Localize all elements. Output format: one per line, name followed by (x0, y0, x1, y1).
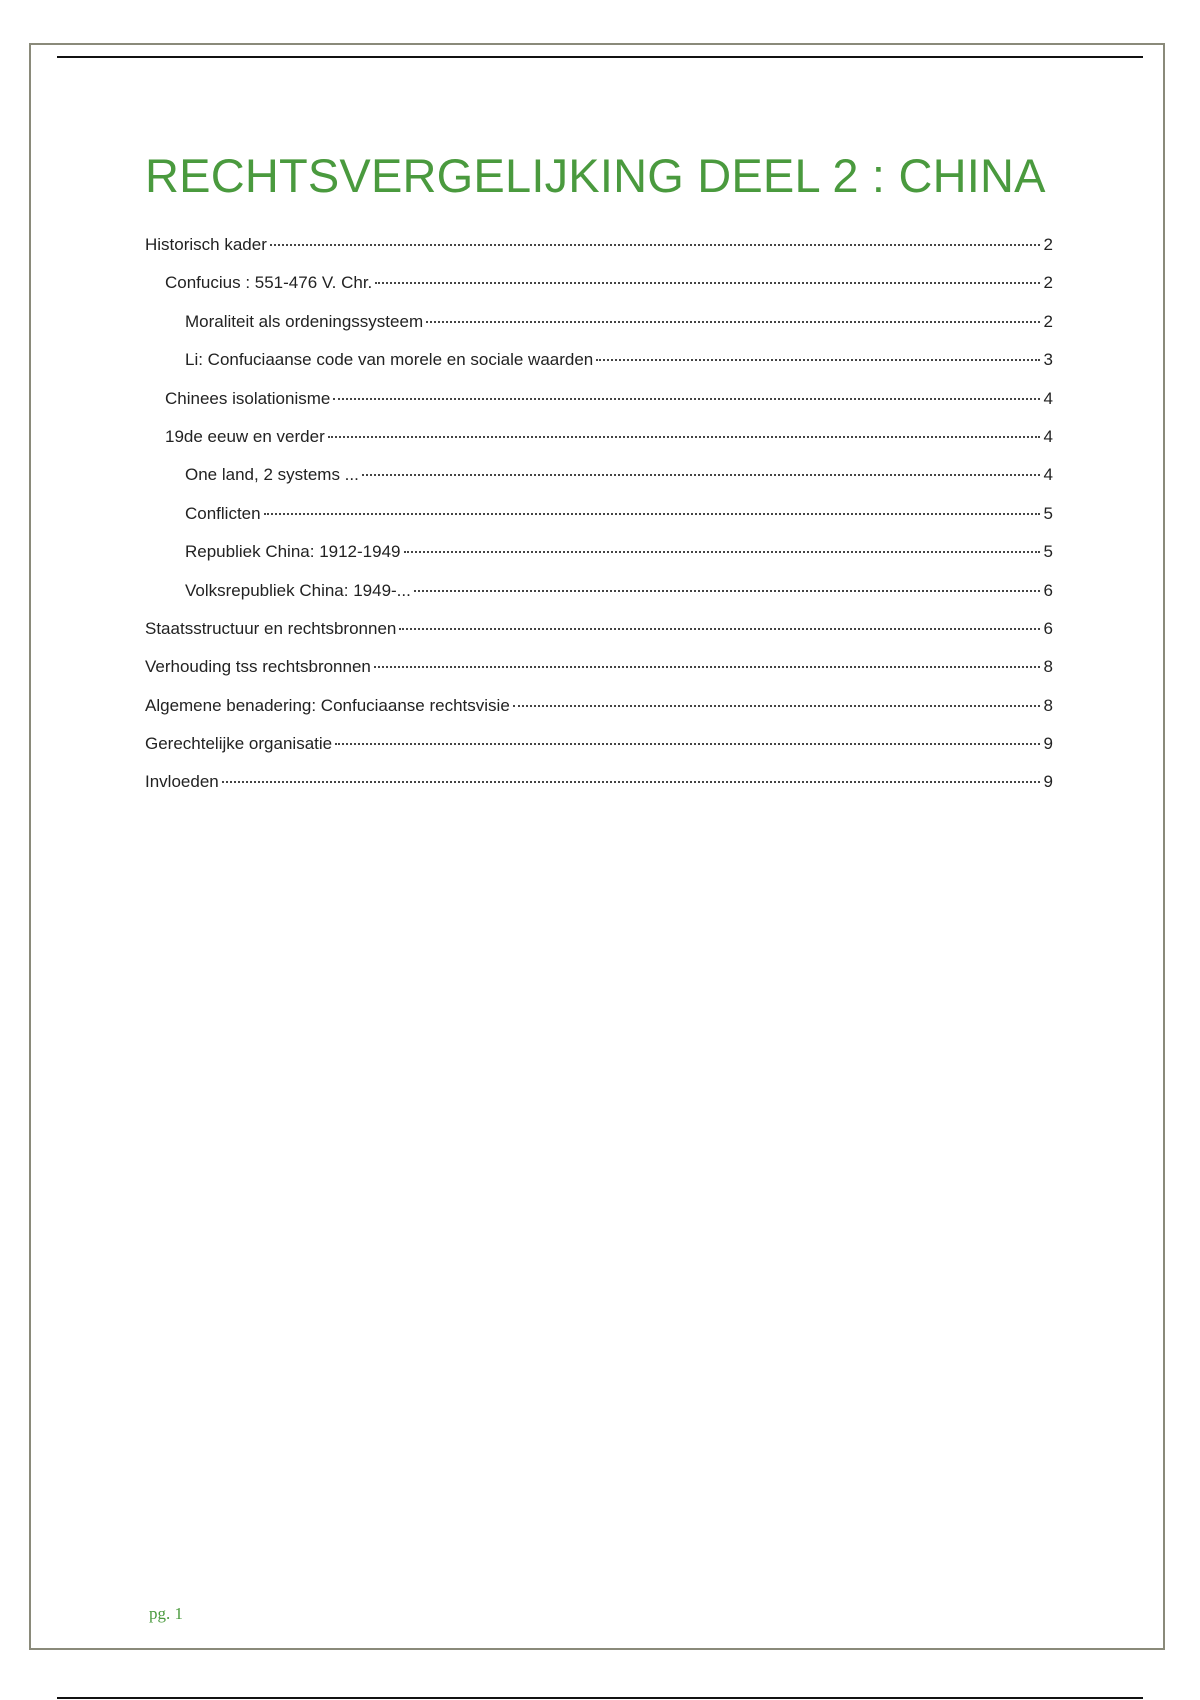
toc-dot-leader (362, 474, 1040, 476)
toc-entry[interactable] (145, 572, 1053, 610)
toc-entry-page-number: 5 (1043, 542, 1053, 562)
toc-entry[interactable] (145, 763, 1053, 801)
toc-entry[interactable] (145, 610, 1053, 648)
footer-rule (57, 1697, 1143, 1699)
toc-dot-leader (426, 321, 1040, 323)
toc-entry[interactable] (145, 341, 1053, 379)
toc-dot-leader (328, 436, 1040, 438)
toc-entry-label: Chinees isolationisme (165, 388, 331, 408)
toc-dot-leader (270, 244, 1040, 246)
toc-entry[interactable] (145, 380, 1053, 418)
toc-entry[interactable] (145, 725, 1053, 763)
toc-entry-label: Volksrepubliek China: 1949-... (185, 580, 411, 600)
toc-entry-page-number: 2 (1043, 273, 1053, 293)
toc-entry-page-number: 4 (1043, 388, 1053, 408)
toc-entry-label: Li: Confuciaanse code van morele en sociale waarden (185, 350, 594, 370)
toc-entry-page-number: 6 (1043, 618, 1053, 638)
toc-entry-label: Gerechtelijke organisatie (145, 734, 333, 754)
toc-dot-leader (335, 743, 1040, 745)
toc-dot-leader (375, 282, 1040, 284)
toc-dot-leader (222, 781, 1040, 783)
toc-dot-leader (333, 398, 1040, 400)
toc-entry[interactable] (145, 418, 1053, 456)
toc-entry-page-number: 3 (1043, 350, 1053, 370)
toc-entry-page-number: 9 (1043, 734, 1053, 754)
table-of-contents (145, 226, 1053, 802)
toc-entry-page-number: 2 (1043, 235, 1053, 254)
toc-dot-leader (264, 513, 1040, 515)
toc-entry-label: Staatsstructuur en rechtsbronnen (145, 618, 397, 638)
toc-entry-label: Moraliteit als ordeningssysteem (185, 311, 424, 331)
toc-entry[interactable] (145, 648, 1053, 686)
toc-entry[interactable] (145, 456, 1053, 494)
toc-dot-leader (596, 359, 1040, 361)
toc-entry-label: Invloeden (145, 772, 219, 792)
toc-dot-leader (404, 551, 1041, 553)
toc-entry-label: Verhouding tss rechtsbronnen (145, 657, 371, 677)
toc-entry[interactable] (145, 303, 1053, 341)
toc-entry[interactable] (145, 226, 1053, 264)
toc-entry[interactable] (145, 495, 1053, 533)
toc-dot-leader (374, 666, 1040, 668)
footer-page-number: pg. 1 (149, 1604, 183, 1623)
document-title: RECHTSVERGELIJKING DEEL 2 : CHINA (145, 149, 1046, 202)
toc-dot-leader (399, 628, 1040, 630)
toc-entry-page-number: 6 (1043, 580, 1053, 600)
toc-entry-label: Confucius : 551-476 V. Chr. (165, 273, 373, 293)
toc-entry-page-number: 8 (1043, 657, 1053, 677)
toc-entry-label: Republiek China: 1912-1949 (185, 542, 401, 562)
toc-entry-label: Conflicten (185, 503, 261, 523)
toc-entry-page-number: 5 (1043, 503, 1053, 523)
toc-dot-leader (513, 705, 1040, 707)
toc-entry-page-number: 9 (1043, 772, 1053, 792)
toc-entry-label: Algemene benadering: Confuciaanse rechtsvisie (145, 695, 510, 715)
toc-entry-page-number: 2 (1043, 311, 1053, 331)
toc-entry-page-number: 4 (1043, 426, 1053, 446)
toc-entry-page-number: 8 (1043, 695, 1053, 715)
toc-entry[interactable] (145, 687, 1053, 725)
toc-entry-page-number: 4 (1043, 465, 1053, 485)
toc-entry-label: One land, 2 systems ... (185, 465, 359, 485)
toc-entry[interactable] (145, 264, 1053, 302)
toc-entry-label: Historisch kader (145, 235, 267, 254)
toc-entry-label: 19de eeuw en verder (165, 426, 325, 446)
toc-dot-leader (414, 590, 1040, 592)
toc-entry[interactable] (145, 533, 1053, 571)
